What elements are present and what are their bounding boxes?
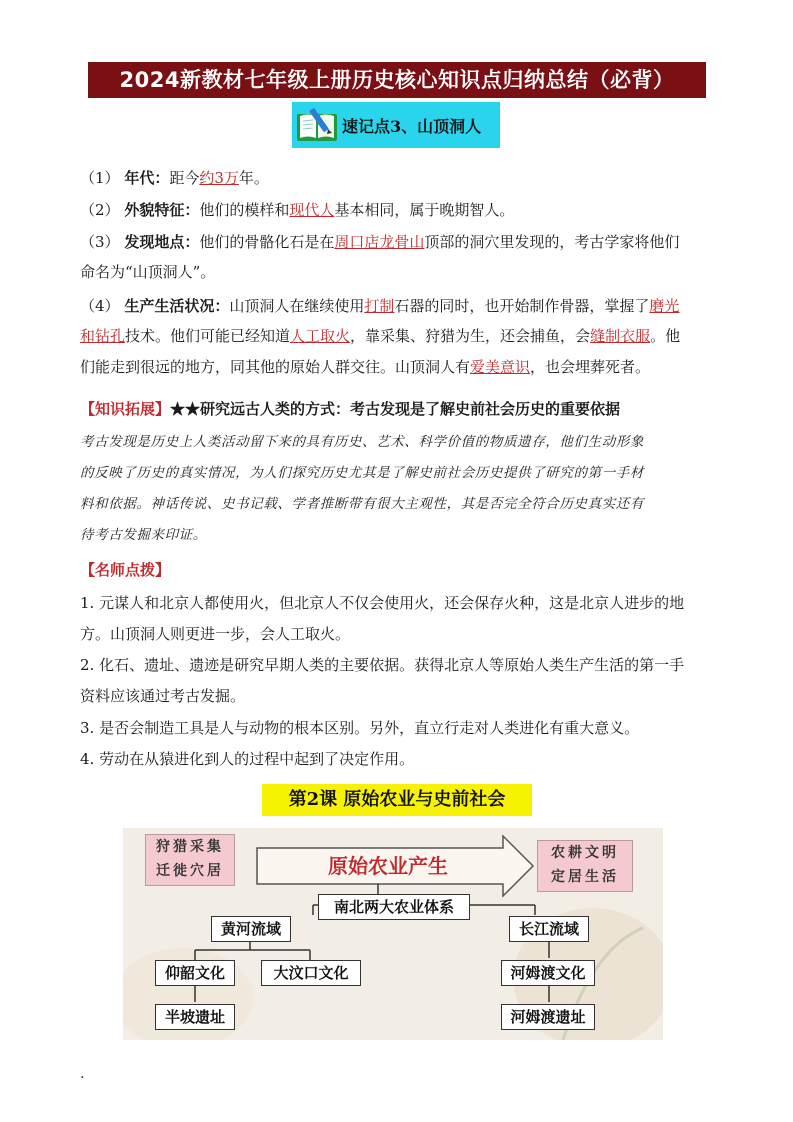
yangtze-river-box: 长江流域 <box>509 916 589 942</box>
teacher-line-1: 1. 元谋人和北京人都使用火，但北京人不仅会使用火，还会保存火种，这是北京人进步的地 <box>80 594 685 612</box>
hemudu-culture-box: 河姆渡文化 <box>501 960 595 986</box>
highlight-modern-human: 现代人 <box>289 201 335 219</box>
extension-line-1: 考古发现是历史上人类活动留下来的具有历史、艺术、科学价值的物质遗存，他们生动形象 <box>80 434 644 450</box>
extension-line-3: 料和依据。神话传说、史书记载、学者推断带有很大主观性，其是否完全符合历史真实还有 <box>80 496 644 512</box>
right-label-box: 农耕文明 定居生活 <box>537 840 633 892</box>
extension-line-2: 的反映了历史的真实情况，为人们探究历史尤其是了解史前社会历史提供了研究的第一手材 <box>80 465 644 481</box>
teacher-line-5: 3. 是否会制造工具是人与动物的根本区别。另外，直立行走对人类进化有重大意义。 <box>80 719 640 737</box>
teacher-line-3: 2. 化石、遗址、遗迹是研究早期人类的主要依据。获得北京人等原始人类生产生活的第一手 <box>80 656 685 674</box>
agriculture-diagram <box>123 828 663 1040</box>
arrow-label: 原始农业产生 <box>328 854 448 878</box>
section-subhead <box>292 102 500 148</box>
book-pencil-icon <box>294 104 340 146</box>
teacher-line-2: 方。山顶洞人则更进一步，会人工取火。 <box>80 625 351 643</box>
highlight-site: 周口店龙骨山 <box>334 233 425 251</box>
highlight-era: 约3万 <box>199 169 239 187</box>
item-life: （4） 生产生活状况：山顶洞人在继续使用打制石器的同时，也开始制作骨器，掌握了磨光 <box>80 297 680 315</box>
yangshao-box: 仰韶文化 <box>155 960 235 986</box>
hemudu-site-box: 河姆渡遗址 <box>501 1004 595 1030</box>
item-site-cont: 命名为“山顶洞人”。 <box>80 263 216 281</box>
teacher-line-6: 4. 劳动在从猿进化到人的过程中起到了决定作用。 <box>80 750 415 768</box>
item-site: （3） 发现地点：他们的骨骼化石是在周口店龙骨山顶部的洞穴里发现的，考古学家将他们 <box>80 233 680 251</box>
dawenkou-box: 大汶口文化 <box>261 960 361 986</box>
item-life-cont-2: 们能走到很远的地方，同其他的原始人群交往。山顶洞人有爱美意识，也会埋葬死者。 <box>80 358 651 376</box>
extension-tag: 【知识拓展】 <box>80 400 171 418</box>
document-title: 2024新教材七年级上册历史核心知识点归纳总结（必背） <box>88 62 706 98</box>
lesson-title: 第2课 原始农业与史前社会 <box>262 784 532 816</box>
subhead-label: 速记点3、山顶洞人 <box>342 116 482 136</box>
item-era: （1） 年代：距今约3万年。 <box>80 169 269 187</box>
teacher-tag: 【名师点拨】 <box>80 561 171 579</box>
banpo-box: 半坡遗址 <box>155 1004 235 1030</box>
extension-heading: 【知识拓展】★★研究远古人类的方式：考古发现是了解史前社会历史的重要依据 <box>80 400 621 418</box>
root-box: 南北两大农业体系 <box>318 894 470 920</box>
item-appearance: （2） 外貌特征：他们的模样和现代人基本相同，属于晚期智人。 <box>80 201 515 219</box>
left-label-box: 狩猎采集 迁徙穴居 <box>145 834 235 886</box>
extension-line-4: 待考古发掘来印证。 <box>80 527 207 543</box>
footer-mark: . <box>80 1066 85 1082</box>
item-life-cont-1: 和钻孔技术。他们可能已经知道人工取火，靠采集、狩猎为生，还会捕鱼，会缝制衣服。他 <box>80 327 681 345</box>
teacher-line-4: 资料应该通过考古发掘。 <box>80 687 246 705</box>
yellow-river-box: 黄河流域 <box>211 916 291 942</box>
